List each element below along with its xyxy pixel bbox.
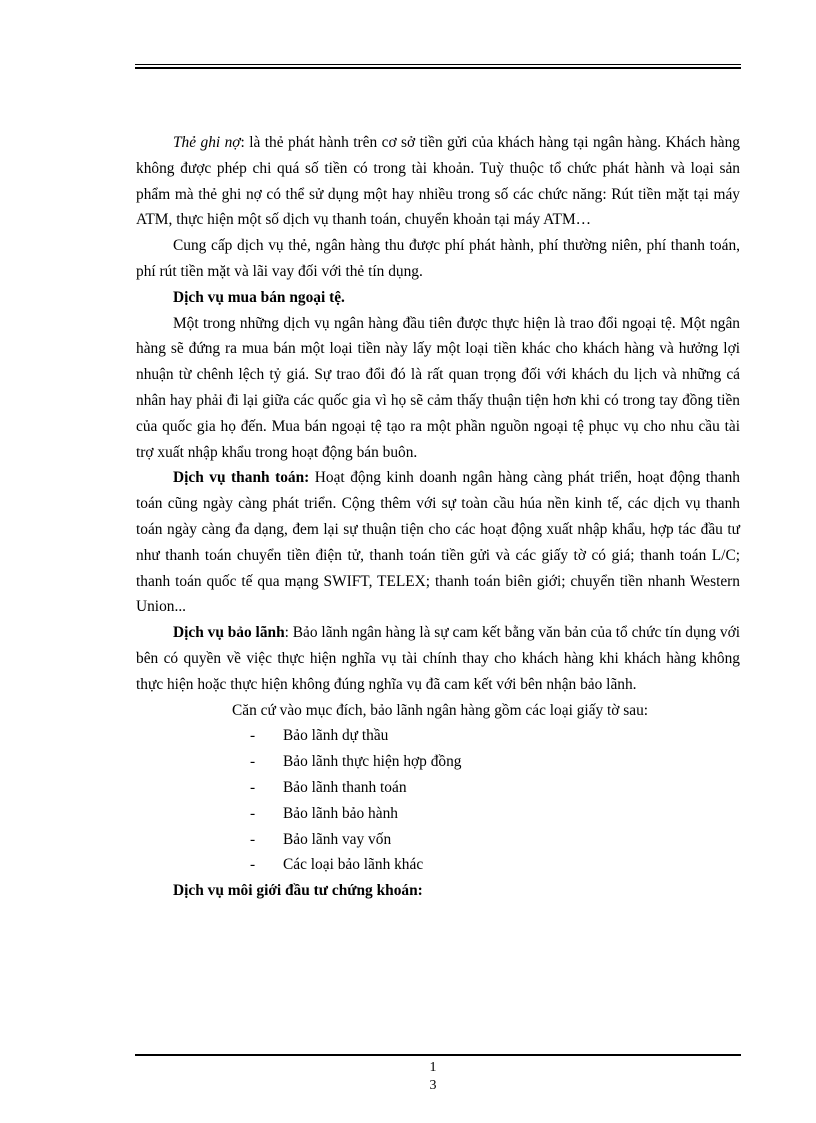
fx-heading: Dịch vụ mua bán ngoại tệ. — [173, 288, 345, 306]
footer-rule — [135, 1054, 741, 1056]
list-dash: - — [250, 856, 256, 874]
guarantee-definition: : Bảo lãnh ngân hàng là sự cam kết bằng văn bản của tổ chức tín dụng với bên có quyền về việc thực hiện nghĩa vụ tài chính thay cho khách hàng khi khách hàng không thực hiện hoặc thực hiện không đúng nghĩa vụ đã cam kết với bên nhận bảo lãnh. — [136, 624, 741, 693]
payment-paragraph — [136, 465, 740, 620]
payment-definition: Hoạt động kinh doanh ngân hàng càng phát triển, hoạt động thanh toán cũng ngày càng phát triển. Cộng thêm với sự toàn cầu húa nền kinh tế, các dịch vụ thanh toán ngày càng đa dạng, đem lại sự thuận tiện cho các hoạt động xuất nhập khẩu, hợp tác đầu tư như thanh toán chuyển tiền điện tử, thanh toán tiền gửi và các giấy tờ có giá; thanh toán L/C; thanh toán quốc tế qua mạng SWIFT, TELEX; thanh toán biên giới; chuyển tiền nhanh Western Union... — [136, 469, 740, 616]
fx-paragraph: Một trong những dịch vụ ngân hàng đầu tiên được thực hiện là trao đổi ngoại tệ. Một ngân hàng sẽ đứng ra mua bán một loại tiền này lấy một loại tiền khác cho khách hàng và hưởng lợi nhuận từ chênh lệch tỷ giá. Sự trao đổi đó là rất quan trọng đối với khách du lịch và những cá nhân hay phải đi lại giữa các quốc gia vì họ sẽ cảm thấy thuận tiện hơn khi có trong tay đồng tiền của quốc gia họ đến. Mua bán ngoại tệ tạo ra một phần nguồn ngoại tệ phục vụ cho nhu cầu tài trợ xuất nhập khẩu trong hoạt động bán buôn. — [136, 314, 740, 461]
list-item — [136, 723, 740, 749]
list-item — [136, 827, 740, 853]
guarantee-term: Dịch vụ bảo lãnh — [173, 624, 285, 642]
list-item-label: Bảo lãnh vay vốn — [283, 830, 392, 848]
list-item-label: Bảo lãnh thanh toán — [283, 778, 407, 796]
body-text — [136, 130, 740, 904]
list-item — [136, 852, 740, 878]
brokerage-heading: Dịch vụ môi giới đầu tư chứng khoán: — [173, 882, 423, 900]
list-dash: - — [250, 753, 256, 771]
debit-card-term: Thẻ ghi nợ — [173, 134, 241, 151]
list-dash: - — [250, 830, 256, 848]
list-item-label: Các loại bảo lãnh khác — [283, 856, 424, 874]
guarantee-intro: Căn cứ vào mục đích, bảo lãnh ngân hàng gồm các loại giấy tờ sau: — [232, 701, 649, 719]
debit-card-definition: : là thẻ phát hành trên cơ sở tiền gửi của khách hàng tại ngân hàng. Khách hàng không được phép chi quá số tiền có trong tài khoản. Tuỳ thuộc tổ chức phát hành và loại sản phẩm mà thẻ ghi nợ có thể sử dụng một hay nhiều trong số các chức năng: Rút tiền mặt tại máy ATM, thực hiện một số dịch vụ thanh toán, chuyển khoản tại máy ATM… — [136, 134, 741, 229]
list-item-label: Bảo lãnh dự thầu — [283, 727, 389, 745]
guarantee-paragraph — [136, 620, 740, 697]
card-fees-paragraph: Cung cấp dịch vụ thẻ, ngân hàng thu được phí phát hành, phí thường niên, phí thanh toán, phí rút tiền mặt và lãi vay đối với thẻ tín dụng. — [136, 237, 740, 280]
guarantee-types-list — [136, 723, 740, 878]
list-dash: - — [250, 778, 256, 796]
list-item — [136, 749, 740, 775]
list-item-label: Bảo lãnh bảo hành — [283, 804, 398, 822]
list-item-label: Bảo lãnh thực hiện hợp đồng — [283, 753, 462, 771]
list-item — [136, 775, 740, 801]
page-number-line2: 3 — [429, 1078, 437, 1093]
list-dash: - — [250, 804, 256, 822]
page-number-line1: 1 — [429, 1060, 437, 1075]
payment-term: Dịch vụ thanh toán: — [173, 469, 310, 487]
header-rule-thin — [135, 64, 741, 65]
list-item — [136, 801, 740, 827]
list-dash: - — [250, 727, 256, 745]
header-rule-thick — [135, 67, 741, 69]
debit-card-paragraph — [136, 130, 740, 233]
